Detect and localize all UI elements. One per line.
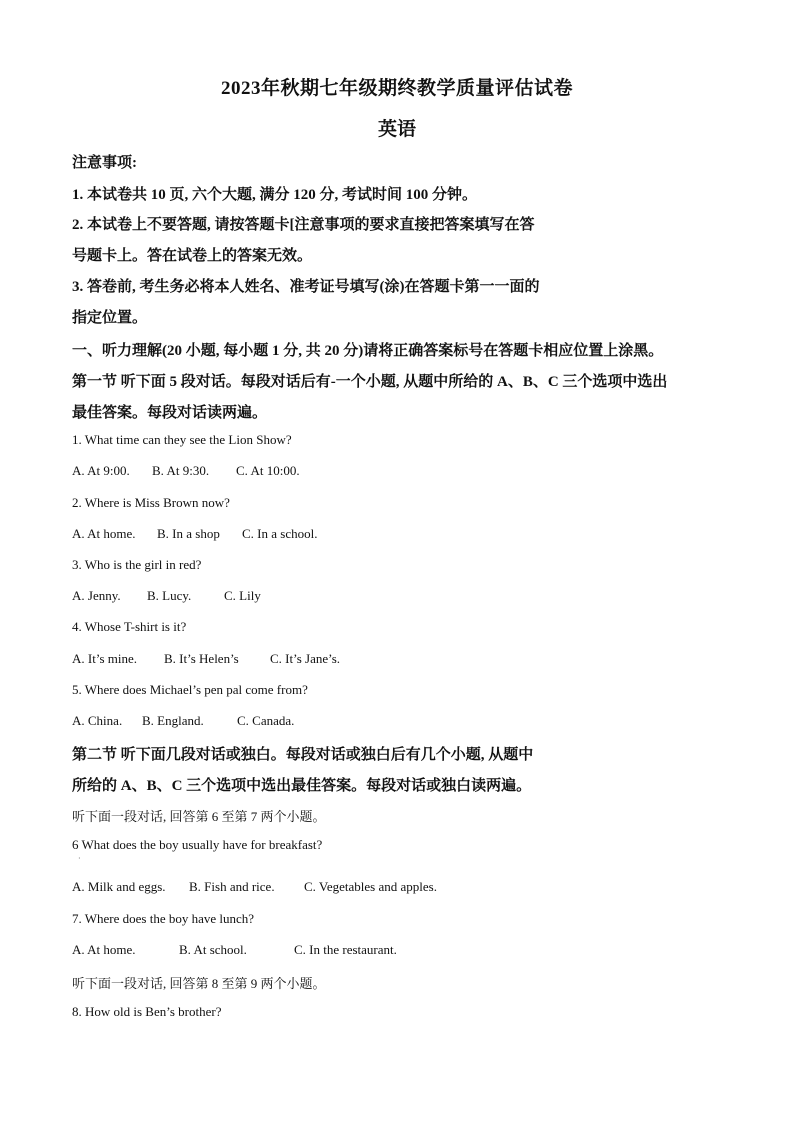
notice-item-3a: 3. 答卷前, 考生务必将本人姓名、准考证号填写(涂)在答题卡第一一面的	[72, 279, 540, 295]
options-4	[72, 651, 340, 667]
option-b: B. Lucy.	[147, 588, 192, 603]
option-a: A. At home.	[72, 526, 136, 541]
option-a: A. Jenny.	[72, 588, 121, 603]
question-4: 4. Whose T-shirt is it?	[72, 619, 187, 634]
option-c: C. It’s Jane’s.	[270, 651, 341, 666]
section2-instruction-b: 所给的 A、B、C 三个选项中选出最佳答案。每段对话或独白读两遍。	[72, 778, 532, 794]
section1-instruction-b: 最佳答案。每段对话读两遍。	[72, 405, 268, 421]
instruction-q6-q7: 听下面一段对话, 回答第 6 至第 7 两个小题。	[72, 809, 326, 824]
option-c: C. In a school.	[242, 526, 318, 541]
stray-dot-mark: ·	[78, 854, 81, 863]
part1-heading: 一、听力理解(20 小题, 每小题 1 分, 共 20 分)请将正确答案标号在答题卡相应位置上涂黑。	[72, 343, 664, 359]
question-5: 5. Where does Michael’s pen pal come from?	[72, 682, 308, 697]
notice-item-1: 1. 本试卷共 10 页, 六个大题, 满分 120 分, 考试时间 100 分钟。	[72, 187, 478, 203]
question-3: 3. Who is the girl in red?	[72, 557, 202, 572]
option-a: A. China.	[72, 713, 123, 728]
option-c: C. Vegetables and apples.	[304, 879, 437, 894]
notice-item-3b: 指定位置。	[72, 310, 148, 326]
question-7: 7. Where does the boy have lunch?	[72, 911, 255, 926]
option-a: A. Milk and eggs.	[72, 879, 166, 894]
option-b: B. Fish and rice.	[189, 879, 275, 894]
option-c: C. Canada.	[237, 713, 295, 728]
section1-instruction-a: 第一节 听下面 5 段对话。每段对话后有-一个小题, 从题中所给的 A、B、C 三个选项中选出	[72, 374, 668, 390]
question-8: 8. How old is Ben’s brother?	[72, 1004, 222, 1019]
options-7	[72, 942, 397, 958]
section2-instruction-a: 第二节 听下面几段对话或独白。每段对话或独白后有几个小题, 从题中	[72, 747, 534, 763]
question-6: 6 What does the boy usually have for breakfast?	[72, 837, 323, 852]
options-6	[72, 879, 437, 895]
notice-heading: 注意事项:	[72, 155, 137, 171]
option-a: A. It’s mine.	[72, 651, 137, 666]
subject-title: 英语	[377, 119, 416, 140]
option-a: A. At 9:00.	[72, 463, 130, 478]
options-2	[72, 526, 317, 542]
option-a: A. At home.	[72, 942, 136, 957]
option-b: B. At school.	[179, 942, 247, 957]
option-c: C. In the restaurant.	[294, 942, 397, 957]
option-b: B. It’s Helen’s	[164, 651, 239, 666]
option-b: B. At 9:30.	[152, 463, 210, 478]
options-3	[72, 588, 261, 604]
options-1	[72, 463, 300, 479]
notice-item-2a: 2. 本试卷上不要答题, 请按答题卡[注意事项的要求直接把答案填写在答	[72, 217, 535, 233]
options-5	[72, 713, 294, 729]
option-b: B. In a shop	[157, 526, 220, 541]
option-b: B. England.	[142, 713, 204, 728]
instruction-q8-q9: 听下面一段对话, 回答第 8 至第 9 两个小题。	[72, 976, 326, 991]
question-2: 2. Where is Miss Brown now?	[72, 495, 230, 510]
option-c: C. Lily	[224, 588, 261, 603]
option-c: C. At 10:00.	[236, 463, 300, 478]
question-1: 1. What time can they see the Lion Show?	[72, 432, 292, 447]
exam-title: 2023年秋期七年级期终教学质量评估试卷	[220, 78, 573, 99]
notice-item-2b: 号题卡上。答在试卷上的答案无效。	[72, 248, 313, 264]
